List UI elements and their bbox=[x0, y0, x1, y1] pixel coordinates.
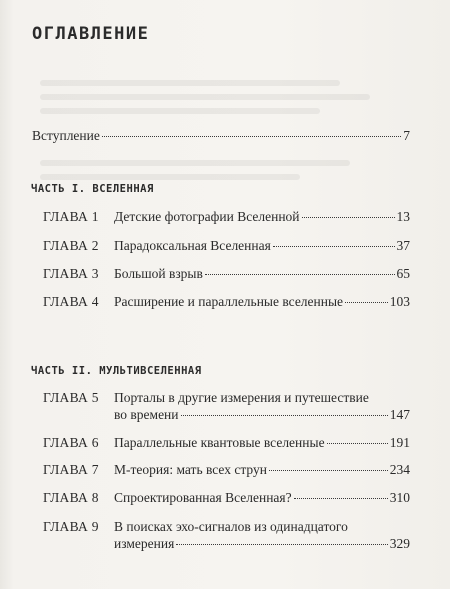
leader-dots bbox=[345, 302, 388, 303]
show-through-mark bbox=[40, 108, 320, 114]
entry-title: Большой взрыв bbox=[114, 266, 203, 281]
page-number: 329 bbox=[389, 536, 410, 551]
entry-title-line: В поисках эхо-сигналов из одинадцатого bbox=[114, 519, 348, 534]
leader-dots bbox=[269, 470, 388, 471]
chapter-label: ГЛАВА 2 bbox=[43, 238, 99, 253]
page-number: 7 bbox=[403, 128, 410, 143]
entry-title: Спроектированная Вселенная? bbox=[114, 490, 292, 505]
part-heading: ЧАСТЬ II. МУЛЬТИВСЕЛЕННАЯ bbox=[31, 365, 202, 377]
chapter-label: ГЛАВА 7 bbox=[43, 462, 99, 477]
chapter-label: ГЛАВА 1 bbox=[43, 209, 99, 224]
chapter-label: ГЛАВА 5 bbox=[43, 390, 99, 405]
entry-title: Расширение и параллельные вселенные bbox=[114, 294, 344, 309]
page-number: 103 bbox=[389, 294, 410, 309]
page-number: 234 bbox=[389, 462, 410, 477]
show-through-mark bbox=[40, 94, 370, 100]
leader-dots bbox=[273, 246, 395, 247]
show-through-mark bbox=[40, 80, 340, 86]
leader-dots bbox=[294, 498, 388, 499]
entry-title: М-теория: мать всех струн bbox=[114, 462, 267, 477]
entry-title: Вступление bbox=[32, 128, 100, 143]
toc-entry-intro bbox=[32, 128, 410, 144]
chapter-label: ГЛАВА 4 bbox=[43, 294, 99, 309]
page-number: 310 bbox=[389, 490, 410, 505]
chapter-label: ГЛАВА 6 bbox=[43, 435, 99, 450]
entry-title: во времени bbox=[114, 407, 179, 422]
entry-title: измерения bbox=[114, 536, 175, 551]
leader-dots bbox=[102, 136, 401, 137]
show-through-mark bbox=[40, 160, 350, 166]
page-number: 191 bbox=[389, 435, 410, 450]
entry-title: Параллельные квантовые вселенные bbox=[114, 435, 325, 450]
page-number: 13 bbox=[396, 209, 410, 224]
chapter-label: ГЛАВА 9 bbox=[43, 519, 99, 534]
leader-dots bbox=[302, 217, 395, 218]
part-heading: ЧАСТЬ I. ВСЕЛЕННАЯ bbox=[31, 183, 154, 195]
page-number: 37 bbox=[396, 238, 410, 253]
entry-title-line: Порталы в другие измерения и путешествие bbox=[114, 390, 369, 405]
entry-title: Детские фотографии Вселенной bbox=[114, 209, 300, 224]
leader-dots bbox=[327, 443, 388, 444]
page-number: 147 bbox=[389, 407, 410, 422]
page-number: 65 bbox=[396, 266, 410, 281]
leader-dots bbox=[176, 544, 387, 545]
page-title: ОГЛАВЛЕНИЕ bbox=[32, 24, 150, 44]
chapter-label: ГЛАВА 3 bbox=[43, 266, 99, 281]
leader-dots bbox=[205, 274, 395, 275]
show-through-mark bbox=[40, 174, 300, 180]
leader-dots bbox=[181, 415, 388, 416]
entry-title: Парадоксальная Вселенная bbox=[114, 238, 271, 253]
chapter-label: ГЛАВА 8 bbox=[43, 490, 99, 505]
